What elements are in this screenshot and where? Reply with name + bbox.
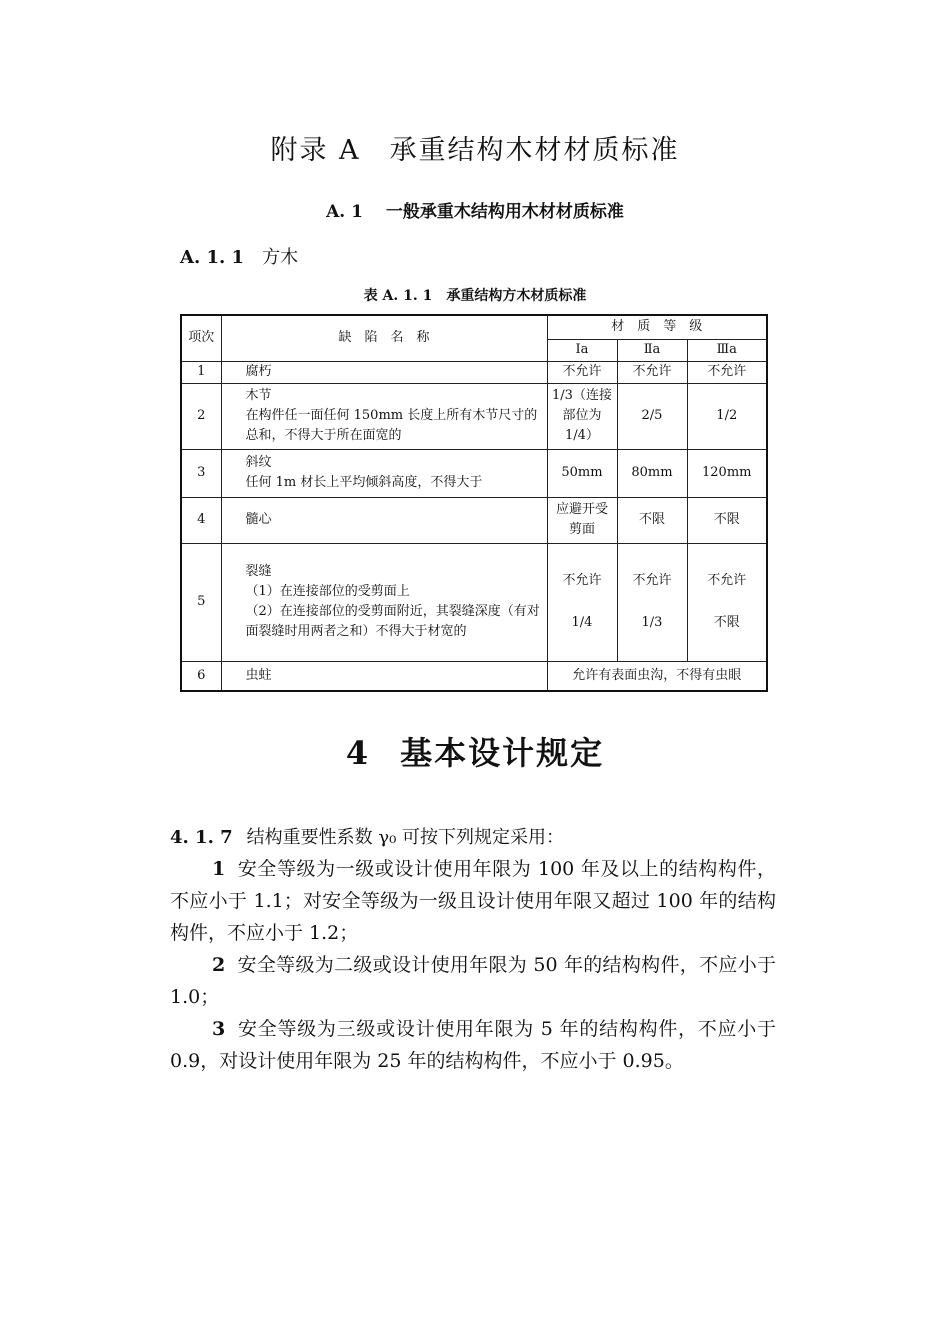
subsection-number: A. 1. 1 <box>180 247 245 268</box>
grade-3-cell <box>687 543 767 661</box>
grade-1-cell <box>547 543 617 661</box>
defect-name: 斜纹 <box>245 455 272 470</box>
grade-1-value-a: 不允许 <box>562 573 602 588</box>
grade-3-value: 不允许 <box>687 361 767 383</box>
table-row <box>181 449 767 497</box>
clause-intro: 结构重要性系数 γ₀ 可按下列规定采用： <box>246 827 565 848</box>
section-heading <box>0 197 950 222</box>
grade-2-value-b: 1/3 <box>641 615 663 630</box>
merged-grade-value: 允许有表面虫沟，不得有虫眼 <box>547 661 767 691</box>
table-row <box>181 661 767 691</box>
grade-3-value: 120mm <box>687 449 767 497</box>
table-caption: 表 A. 1. 1 承重结构方木材质标准 <box>363 288 587 304</box>
item-number: 3 <box>212 1018 226 1040</box>
item-text: 安全等级为二级或设计使用年限为 50 年的结构构件，不应小于 1.0； <box>170 954 776 1008</box>
defect-name: 木节 <box>245 388 272 403</box>
header-defect: 缺 陷 名 称 <box>221 315 547 361</box>
grade-1-value: 应避开受剪面 <box>547 497 617 543</box>
section-title: 一般承重木结构用木材材质标准 <box>385 202 624 222</box>
material-quality-table <box>180 314 768 692</box>
header-item: 项次 <box>181 315 221 361</box>
clause-number: 4. 1. 7 <box>170 827 233 848</box>
row-no: 1 <box>181 361 221 383</box>
grade-2-value: 不允许 <box>617 361 687 383</box>
grade-1-value: 不允许 <box>547 361 617 383</box>
grade-2-cell <box>617 543 687 661</box>
grade-1-value: 1/3（连接部位为 1/4） <box>547 383 617 449</box>
header-grade-3: Ⅲa <box>687 339 767 361</box>
grade-3-value: 1/2 <box>687 383 767 449</box>
item-text: 安全等级为三级或设计使用年限为 5 年的结构构件，不应小于 0.9，对设计使用年限为 25 年的结构构件，不应小于 0.95。 <box>170 1018 776 1072</box>
clause-item-3 <box>170 1013 776 1077</box>
clause-item-1 <box>170 853 776 949</box>
defect-cell <box>221 383 547 449</box>
header-grade: 材 质 等 级 <box>547 315 767 339</box>
chapter-heading <box>0 728 950 774</box>
chapter-title: 基本设计规定 <box>400 734 605 772</box>
row-no: 5 <box>181 543 221 661</box>
defect-name: 虫蛀 <box>221 661 547 691</box>
grade-3-value-b: 不限 <box>713 615 740 630</box>
appendix-title: 附录 A 承重结构木材材质标准 <box>270 135 680 166</box>
table-row <box>181 361 767 383</box>
clause-item-2 <box>170 949 776 1013</box>
row-no: 4 <box>181 497 221 543</box>
item-number: 1 <box>212 858 226 880</box>
clause-heading <box>170 823 564 849</box>
grade-3-value-a: 不允许 <box>707 573 747 588</box>
table-row <box>181 383 767 449</box>
defect-name: 腐朽 <box>221 361 547 383</box>
defect-name: 裂缝 <box>245 564 272 579</box>
defect-cell <box>221 543 547 661</box>
defect-description: 任何 1m 材长上平均倾斜高度，不得大于 <box>245 475 483 490</box>
grade-1-value: 50mm <box>547 449 617 497</box>
defect-cell <box>221 449 547 497</box>
row-no: 2 <box>181 383 221 449</box>
grade-2-value-a: 不允许 <box>632 573 672 588</box>
section-number: A. 1 <box>326 202 363 222</box>
item-number: 2 <box>212 954 226 976</box>
grade-1-value-b: 1/4 <box>571 615 593 630</box>
header-grade-1: Ⅰa <box>547 339 617 361</box>
grade-2-value: 2/5 <box>617 383 687 449</box>
table-row <box>181 543 767 661</box>
defect-sub-2: （2）在连接部位的受剪面附近，其裂缝深度（有对面裂缝时用两者之和）不得大于材宽的 <box>245 604 540 639</box>
subsection-heading <box>180 243 298 269</box>
item-text: 安全等级为一级或设计使用年限为 100 年及以上的结构构件，不应小于 1.1；对安全等级为一级且设计使用年限又超过 100 年的结构构件，不应小于 1.2； <box>170 858 776 944</box>
table-row <box>181 497 767 543</box>
subsection-title: 方木 <box>262 247 299 268</box>
defect-sub-1: （1）在连接部位的受剪面上 <box>245 584 410 599</box>
grade-2-value: 不限 <box>617 497 687 543</box>
row-no: 6 <box>181 661 221 691</box>
grade-3-value: 不限 <box>687 497 767 543</box>
row-no: 3 <box>181 449 221 497</box>
grade-2-value: 80mm <box>617 449 687 497</box>
chapter-number: 4 <box>345 734 371 772</box>
defect-name: 髓心 <box>221 497 547 543</box>
defect-description: 在构件任一面任何 150mm 长度上所有木节尺寸的总和，不得大于所在面宽的 <box>245 408 538 443</box>
header-grade-2: Ⅱa <box>617 339 687 361</box>
